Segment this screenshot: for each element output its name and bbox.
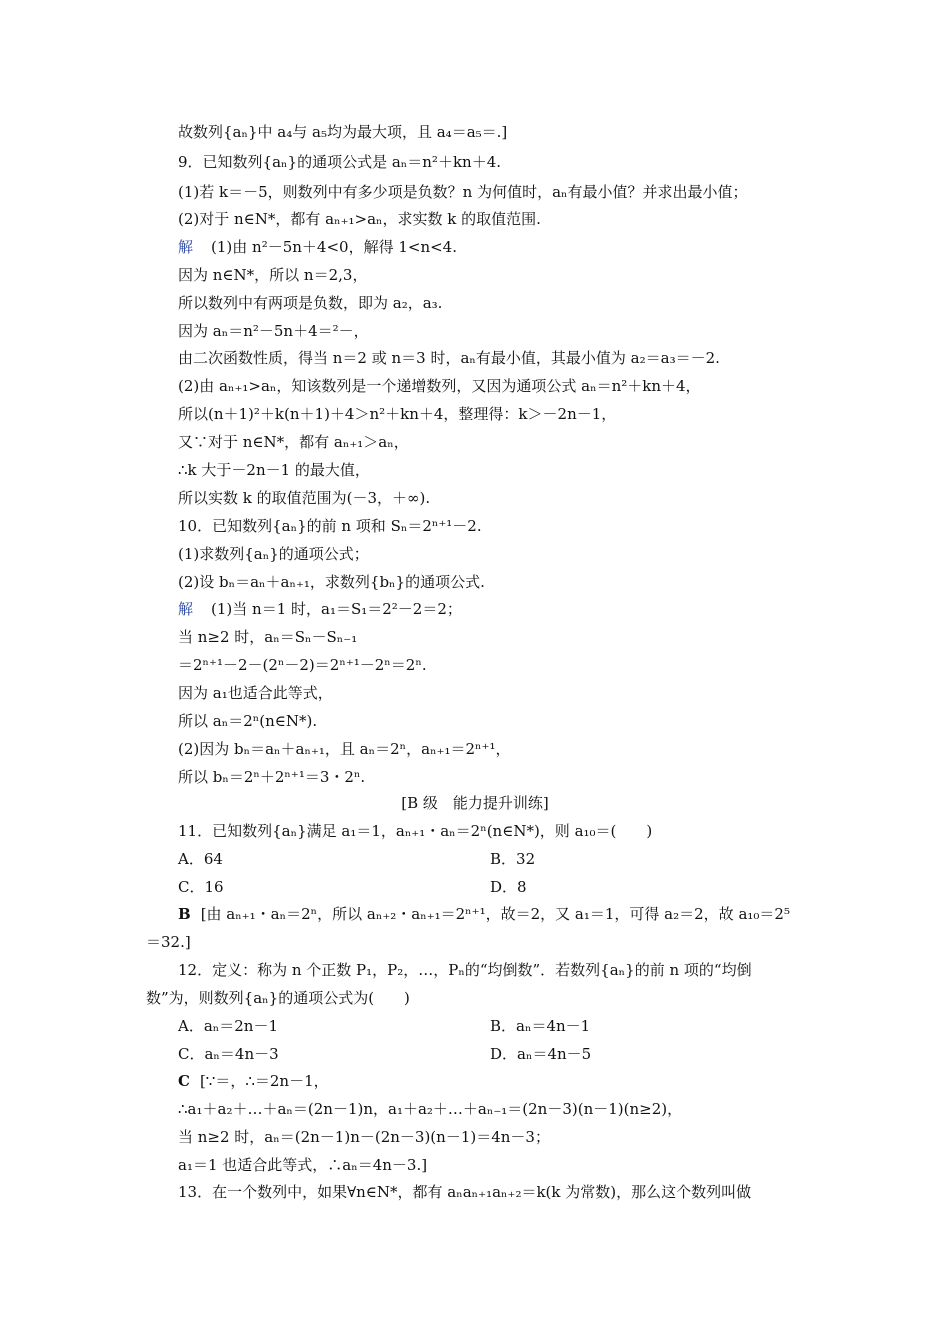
solution-10-line bbox=[178, 598, 462, 620]
answer-letter: C bbox=[178, 1072, 190, 1090]
section-heading: [B 级 能力提升训练] bbox=[401, 794, 549, 812]
text-line: ∴a₁＋a₂＋…＋aₙ＝(2n－1)n，a₁＋a₂＋…＋aₙ₋₁＝(2n－3)(n－1)(n≥2)， bbox=[178, 1100, 683, 1118]
question-11-stem: 11．已知数列{aₙ}满足 a₁＝1，aₙ₊₁・aₙ＝2ⁿ(n∈N*)，则 a₁₀＝( ) bbox=[178, 822, 653, 840]
question-9-part-1: (1)若 k＝－5，则数列中有多少项是负数？n 为何值时，aₙ有最小值？并求出最小值； bbox=[178, 183, 748, 201]
text-line: 当 n≥2 时，aₙ＝Sₙ－Sₙ₋₁ bbox=[178, 628, 358, 646]
text-line: 所以数列中有两项是负数，即为 a₂，a₃. bbox=[178, 294, 443, 312]
question-9-stem: 9．已知数列{aₙ}的通项公式是 aₙ＝n²＋kn＋4. bbox=[178, 153, 501, 171]
text-line: ∴k 大于－2n－1 的最大值， bbox=[178, 461, 370, 479]
text-line: (2)由 aₙ₊₁>aₙ，知该数列是一个递增数列，又因为通项公式 aₙ＝n²＋kn＋4， bbox=[178, 377, 701, 395]
solution-text: (1)当 n＝1 时，a₁＝S₁＝2²－2＝2； bbox=[211, 600, 462, 618]
question-13-stem: 13．在一个数列中，如果∀n∈N*，都有 aₙaₙ₊₁aₙ₊₂＝k(k 为常数)，那么这个数列叫做 bbox=[178, 1183, 752, 1201]
text-line: 因为 n∈N*，所以 n＝2,3， bbox=[178, 266, 368, 284]
option-row bbox=[178, 1015, 591, 1037]
text-line: 由二次函数性质，得当 n＝2 或 n＝3 时，aₙ有最小值，其最小值为 a₂＝a₃＝－2. bbox=[178, 349, 720, 367]
option-d: D．8 bbox=[490, 878, 527, 896]
answer-12-line bbox=[178, 1070, 329, 1092]
text-line: 因为 aₙ＝n²－5n＋4＝²－， bbox=[178, 322, 369, 340]
option-row bbox=[178, 876, 527, 898]
option-a: A．64 bbox=[178, 850, 223, 868]
option-d: D．aₙ＝4n－5 bbox=[490, 1045, 592, 1063]
option-row bbox=[178, 1043, 592, 1065]
question-12-stem-cont: 数”为，则数列{aₙ}的通项公式为( ) bbox=[146, 989, 410, 1007]
option-b: B．32 bbox=[490, 850, 536, 868]
text-line: 所以 aₙ＝2ⁿ(n∈N*). bbox=[178, 712, 318, 730]
answer-explanation: [∵＝，∴＝2n－1， bbox=[199, 1072, 329, 1090]
text-line: 又∵对于 n∈N*，都有 aₙ₊₁＞aₙ， bbox=[178, 433, 409, 451]
solution-9-line bbox=[178, 236, 457, 258]
answer-letter: B bbox=[178, 905, 191, 923]
text-line: 所以(n＋1)²＋k(n＋1)＋4＞n²＋kn＋4，整理得：k＞－2n－1， bbox=[178, 405, 617, 423]
text-line: (2)因为 bₙ＝aₙ＋aₙ₊₁，且 aₙ＝2ⁿ，aₙ₊₁＝2ⁿ⁺¹， bbox=[178, 740, 511, 758]
option-a: A．aₙ＝2n－1 bbox=[178, 1017, 279, 1035]
text-line: a₁＝1 也适合此等式，∴aₙ＝4n－3.] bbox=[178, 1156, 428, 1174]
solution-text: (1)由 n²－5n＋4<0，解得 1<n<4. bbox=[211, 238, 457, 256]
option-c: C．16 bbox=[178, 878, 224, 896]
answer-explanation: [由 aₙ₊₁・aₙ＝2ⁿ，所以 aₙ₊₂・aₙ₊₁＝2ⁿ⁺¹，故＝2，又 a₁＝1，可得 a₂＝2，故 a₁₀＝2⁵ bbox=[200, 905, 790, 923]
solution-label: 解 bbox=[178, 238, 194, 256]
question-10-stem: 10．已知数列{aₙ}的前 n 项和 Sₙ＝2ⁿ⁺¹－2. bbox=[178, 517, 482, 535]
answer-11-line bbox=[178, 903, 790, 925]
option-b: B．aₙ＝4n－1 bbox=[490, 1017, 591, 1035]
question-12-stem: 12．定义：称为 n 个正数 P₁，P₂，…，Pₙ的“均倒数”．若数列{aₙ}的前 n 项的“均倒 bbox=[178, 961, 752, 979]
text-line: 所以实数 k 的取值范围为(－3，＋∞). bbox=[178, 489, 431, 507]
text-line: ＝2ⁿ⁺¹－2－(2ⁿ－2)＝2ⁿ⁺¹－2ⁿ＝2ⁿ. bbox=[178, 656, 427, 674]
text-line: 所以 bₙ＝2ⁿ＋2ⁿ⁺¹＝3・2ⁿ. bbox=[178, 768, 366, 786]
text-line: ＝32.] bbox=[146, 933, 191, 951]
text-line: 当 n≥2 时，aₙ＝(2n－1)n－(2n－3)(n－1)＝4n－3； bbox=[178, 1128, 550, 1146]
option-c: C．aₙ＝4n－3 bbox=[178, 1045, 279, 1063]
solution-label: 解 bbox=[178, 600, 194, 618]
text-line: 因为 a₁也适合此等式， bbox=[178, 684, 333, 702]
option-row bbox=[178, 848, 536, 870]
question-9-part-2: (2)对于 n∈N*，都有 aₙ₊₁>aₙ，求实数 k 的取值范围. bbox=[178, 210, 541, 228]
question-10-part-1: (1)求数列{aₙ}的通项公式； bbox=[178, 545, 369, 563]
text-line: 故数列{aₙ}中 a₄与 a₅均为最大项，且 a₄＝a₅＝.] bbox=[178, 123, 508, 141]
question-10-part-2: (2)设 bₙ＝aₙ＋aₙ₊₁，求数列{bₙ}的通项公式. bbox=[178, 573, 485, 591]
